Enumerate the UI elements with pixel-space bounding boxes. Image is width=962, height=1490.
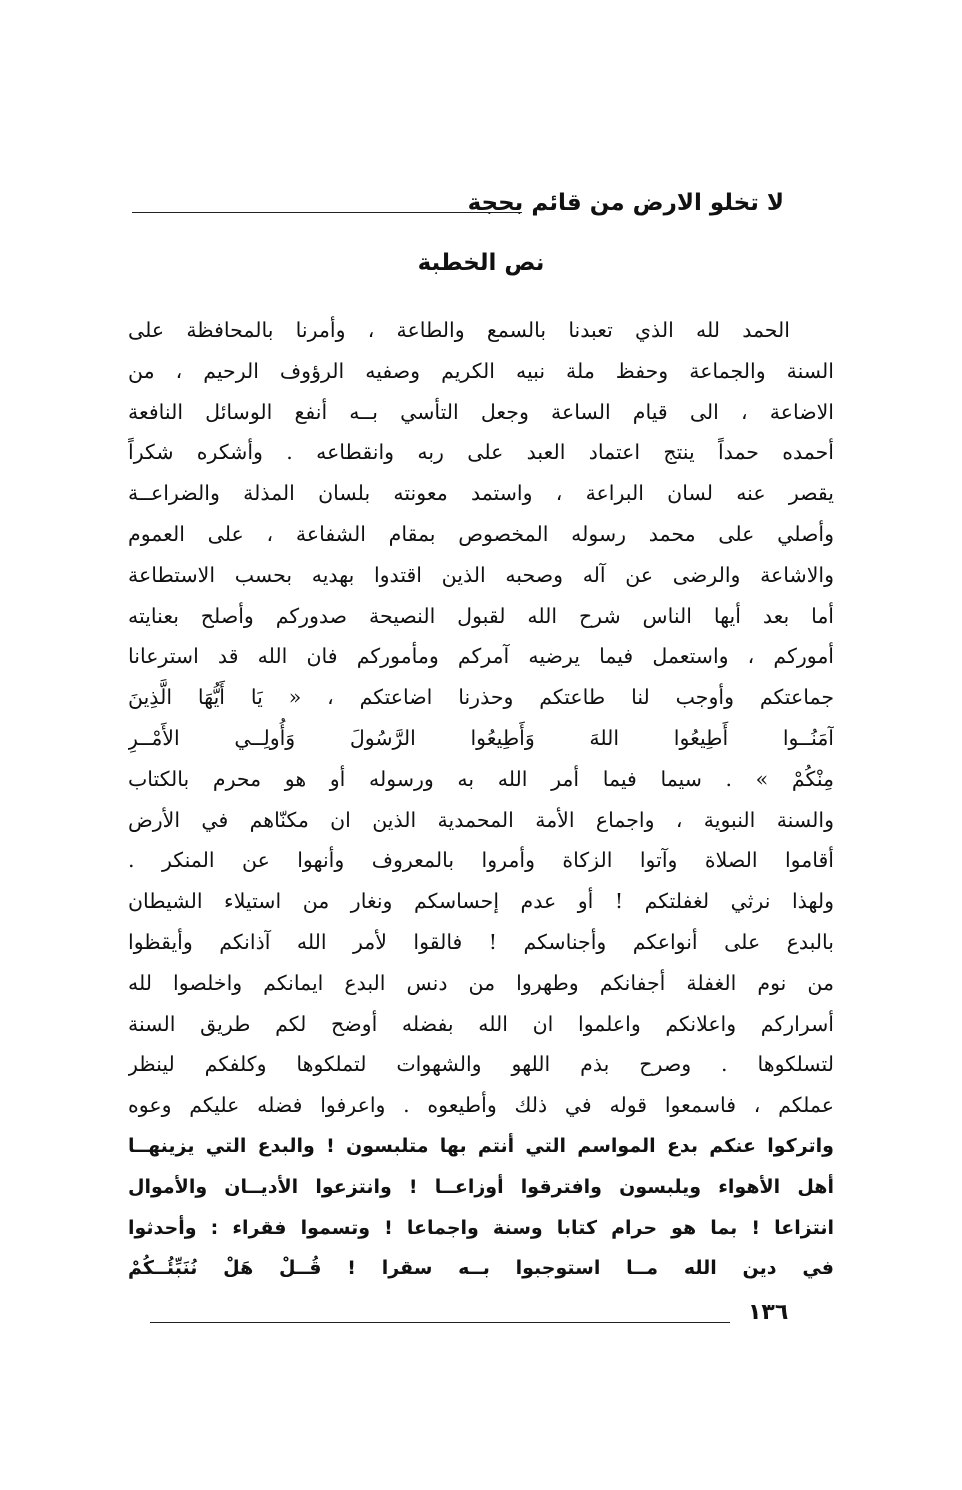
text-line: عملكم ، فاسمعوا قوله في ذلك وأطيعوه . واعرفوا فضله عليكم وعوه [128, 1093, 834, 1118]
text-line: أقاموا الصلاة وآتوا الزكاة وأمروا بالمعروف وأنهوا عن المنكر . [128, 848, 834, 873]
text-line: ولهذا نرثي لغفلتكم ! أو عدم إحساسكم ونغار من استيلاء الشيطان [128, 889, 834, 914]
text-line-bold: في دين الله مــا استوجبوا بــه سقرا ! قُــلْ هَلْ نُنَبِّئُــكُمْ [128, 1257, 834, 1280]
text-line: جماعتكم وأوجب لنا طاعتكم وحذرنا اضاعتكم ، « يَا أَيُّهَا الَّذِينَ [128, 685, 834, 710]
text-line: الاضاعة ، الى قيام الساعة وجعل التأسي بــه أنفع الوسائل النافعة [128, 399, 834, 424]
text-line-bold: انتزاعا ! بما هو حرام كتابا وسنة واجماعا ! وتسموا فقراء : وأحدثوا [128, 1216, 834, 1239]
text-line: أموركم ، واستعمل فيما يرضيه آمركم ومأموركم فان الله قد استرعانا [128, 644, 834, 669]
text-line: بالبدع على أنواعكم وأجناسكم ! فالقوا لأمر الله آذانكم وأيقظوا [128, 929, 834, 954]
text-line: أما بعد أيها الناس شرح الله لقبول النصيحة صدوركم وأصلح بعنايته [128, 603, 834, 628]
text-line: يقصر عنه لسان البراعة ، واستمد معونته بلسان المذلة والضراعــة [128, 481, 834, 506]
page-number: ١٣٦ [748, 1300, 789, 1325]
text-line: من نوم الغفلة أجفانكم وطهروا من دنس البدع ايمانكم واخلصوا لله [128, 970, 834, 995]
text-line: السنة والجماعة وحفظ ملة نبيه الكريم وصفيه الرؤوف الرحيم ، من [128, 358, 834, 383]
text-line: أحمده حمداً ينتج اعتماد العبد على ربه وانقطاعه . وأشكره شكراً [128, 440, 834, 465]
text-line: الحمد لله الذي تعبدنا بالسمع والطاعة ، وأمرنا بالمحافظة على [128, 318, 790, 342]
running-header: لا تخلو الارض من قائم بحجة [467, 190, 784, 216]
text-line: والسنة النبوية ، واجماع الأمة المحمدية الذين ان مكنّاهم في الأرض [128, 807, 834, 832]
body-text [128, 310, 834, 1289]
text-line-bold: أهل الأهواء ويلبسون وافترقوا أوزاعــا ! وانتزعوا الأديــان والأموال [128, 1175, 834, 1198]
text-line: أسراركم واعلانكم واعلموا ان الله بفضله أوضح لكم طريق السنة [128, 1011, 834, 1036]
footer-rule [150, 1322, 730, 1323]
text-line-bold: واتركوا عنكم بدع المواسم التي أنتم بها متلبسون ! والبدع التي يزينهــا [128, 1134, 834, 1157]
text-line: آمَنُــوا أَطِيعُوا اللهَ وَأَطِيعُوا الرَّسُولَ وَأُولِــي الأَمْــرِ [128, 725, 834, 750]
section-title: نص الخطبة [417, 250, 545, 276]
text-line: مِنْكُمْ » . سيما فيما أمر الله به ورسوله أو هو محرم بالكتاب [128, 766, 834, 791]
text-line: وأصلي على محمد رسوله المخصوص بمقام الشفاعة ، على العموم [128, 521, 834, 546]
header-rule [132, 212, 522, 213]
text-line: لتسلكوها . وصرح بذم اللهو والشهوات لتملكوها وكلفكم لينظر [128, 1052, 834, 1077]
text-line: والاشاعة والرضى عن آله وصحبه الذين اقتدوا بهديه بحسب الاستطاعة [128, 562, 834, 587]
